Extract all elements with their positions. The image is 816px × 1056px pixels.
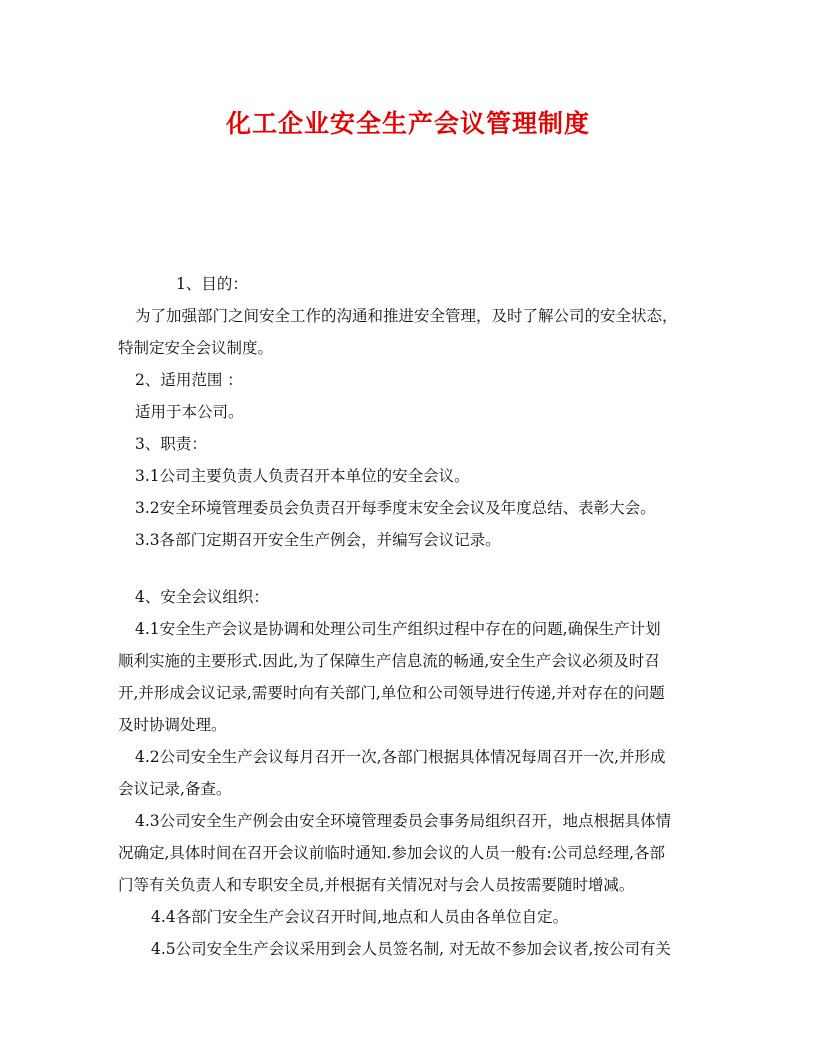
paragraph-line: 开,并形成会议记录,需要时向有关部门,单位和公司领导进行传递,并对存在的问题	[118, 684, 665, 702]
clause-3-3: 3.3各部门定期召开安全生产例会，并编写会议记录。	[135, 531, 501, 549]
clause-4-5: 4.5公司安全生产会议采用到会人员签名制, 对无故不参加会议者,按公司有关	[151, 940, 671, 958]
clause-3-1: 3.1公司主要负责人负责召开本单位的安全会议。	[135, 467, 470, 485]
heading-meeting-organization: 4、安全会议组织：	[135, 588, 269, 606]
clause-4-2: 4.2公司安全生产会议每月召开一次,各部门根据具体情况每周召开一次,并形成	[135, 748, 666, 766]
clause-3-2: 3.2安全环境管理委员会负责召开每季度末安全会议及年度总结、表彰大会。	[135, 499, 656, 517]
clause-4-4: 4.4各部门安全生产会议召开时间,地点和人员由各单位自定。	[151, 908, 569, 926]
paragraph-line: 门等有关负责人和专职安全员,并根据有关情况对与会人员按需要随时增减。	[118, 876, 635, 894]
paragraph-line: 及时协调处理。	[118, 716, 227, 734]
paragraph-line: 会议记录,备查。	[118, 780, 232, 798]
document-title: 化工企业安全生产会议管理制度	[225, 109, 590, 138]
paragraph-line: 况确定,具体时间在召开会议前临时通知.参加会议的人员一般有:公司总经理,各部	[118, 844, 666, 862]
paragraph-line: 为了加强部门之间安全工作的沟通和推进安全管理，及时了解公司的安全状态，	[135, 307, 678, 325]
heading-purpose: 1、目的：	[176, 275, 248, 293]
paragraph-line: 特制定安全会议制度。	[118, 339, 274, 357]
heading-scope: 2、适用范围 ：	[135, 371, 243, 389]
heading-responsibilities: 3、职责：	[135, 435, 207, 453]
paragraph-line: 顺利实施的主要形式.因此,为了保障生产信息流的畅通,安全生产会议必须及时召	[118, 652, 660, 670]
paragraph-line: 适用于本公司。	[135, 403, 244, 421]
paragraph-gap	[118, 556, 704, 581]
clause-4-3: 4.3公司安全生产例会由安全环境管理委员会事务局组织召开，地点根据具体情	[135, 812, 672, 830]
document-body	[118, 268, 704, 965]
clause-4-1: 4.1安全生产会议是协调和处理公司生产组织过程中存在的问题,确保生产计划	[135, 620, 661, 638]
